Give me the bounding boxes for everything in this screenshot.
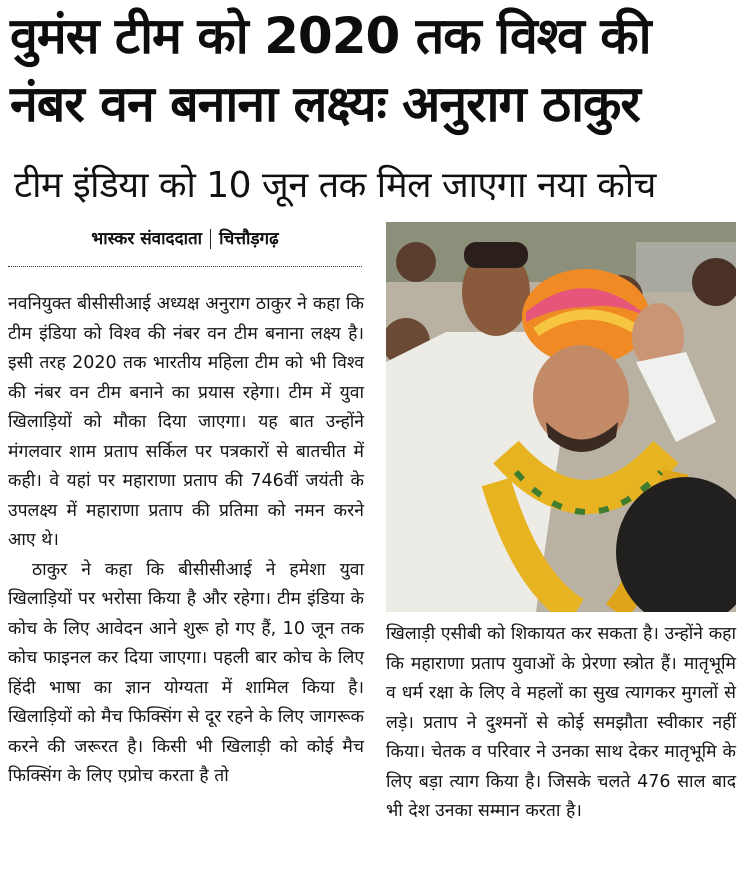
byline-reporter: भास्कर संवाददाता (91, 229, 203, 249)
headline (10, 2, 735, 138)
news-photo (386, 222, 736, 612)
article-paragraph: ठाकुर ने कहा कि बीसीसीआई ने हमेशा युवा खिलाड़ियों पर भरोसा किया है और रहेगा। टीम इंडिया के कोच के लिए आवेदन आने शुरू हो गए हैं, 10 जून तक कोच फाइनल कर दिया जाएगा। पहली बार कोच के लिए हिंदी भाषा का ज्ञान योग्यता में शामिल किया है। खिलाड़ियों को मैच फिक्सिंग से दूर रहने के लिए जागरूक करने की जरूरत है। किसी भी खिलाड़ी को कोई मैच फिक्सिंग के लिए एप्रोच करता है तो (8, 559, 364, 786)
headline-line-1: वुमंस टीम को 2020 तक विश्व की (10, 7, 651, 65)
byline-divider (8, 266, 362, 267)
article-column-left (8, 290, 364, 792)
headline-line-2: नंबर वन बनाना लक्ष्यः अनुराग ठाकुर (10, 75, 640, 133)
article-paragraph: नवनियुक्त बीसीसीआई अध्यक्ष अनुराग ठाकुर ने कहा कि टीम इंडिया को विश्व की नंबर वन टीम बनाना लक्ष्य है। इसी तरह 2020 तक भारतीय महिला टीम को भी विश्व की नंबर वन टीम बनाने का प्रयास रहेगा। टीम में युवा खिलाड़ियों को मौका दिया जाएगा। यह बात उन्होंने मंगलवार शाम प्रताप सर्किल पर पत्रकारों से बातचीत में कही। वे यहां पर महाराणा प्रताप की 746वीं जयंती के उपलक्ष्य में महाराणा प्रताप की प्रतिमा को नमन करने आए थे। (8, 294, 364, 550)
article-paragraph: खिलाड़ी एसीबी को शिकायत कर सकता है। उन्होंने कहा कि महाराणा प्रताप युवाओं के प्रेरणा स्त्रोत हैं। मातृभूमि व धर्म रक्षा के लिए वे महलों का सुख त्यागकर मुगलों से लड़े। प्रताप ने दुश्मनों से कोई समझौता स्वीकार नहीं किया। चेतक व परिवार ने उनका साथ देकर मातृभूमि के लिए बड़ा त्याग किया है। जिसके चलते 476 साल बाद भी देश उनका सम्मान करता है। (386, 624, 736, 821)
byline-location: चित्तौड़गढ़ (219, 229, 279, 249)
byline-separator (210, 229, 211, 249)
byline (8, 226, 362, 252)
photo-illustration (386, 222, 736, 612)
subheadline: टीम इंडिया को 10 जून तक मिल जाएगा नया कोच (14, 165, 656, 206)
article-column-right (386, 620, 736, 827)
